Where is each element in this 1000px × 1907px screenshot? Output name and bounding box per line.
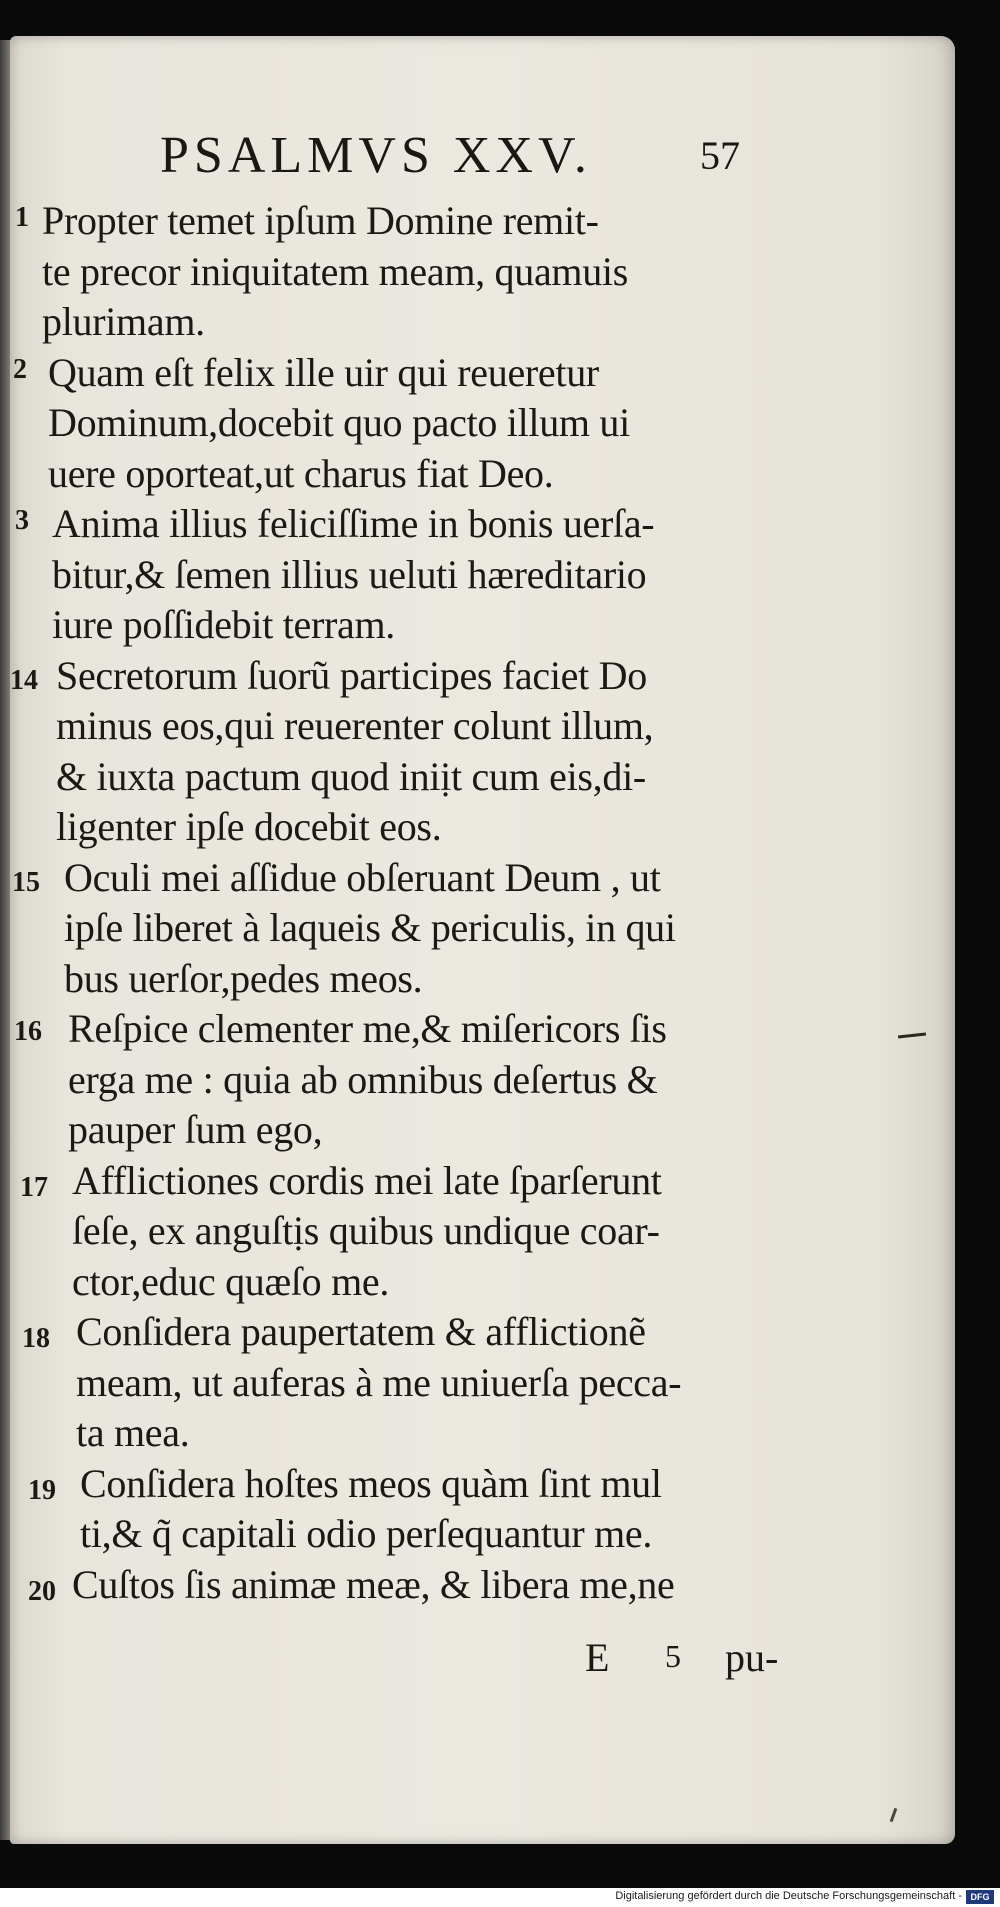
verse xyxy=(10,1560,810,1611)
dfg-logo-icon: DFG xyxy=(966,1890,994,1904)
text-line: & iuxta pactum quod iniịt cum eis,di- xyxy=(56,753,646,799)
text-line: bus uerſor,pedes meos. xyxy=(64,955,423,1001)
text-line: ſeſe, ex anguſtịs quibus undique coar- xyxy=(72,1208,660,1253)
verse-number: 16 xyxy=(14,1016,42,1047)
text-line: uere oporteat,ut charus fiat Deo. xyxy=(48,450,554,496)
verse xyxy=(10,1156,810,1308)
text-line: ipſe liberet à laqueis & periculis, in qui xyxy=(64,905,676,950)
book-page xyxy=(10,36,955,1844)
text-line: Dominum,docebit quo pacto illum ui xyxy=(48,400,630,445)
text-line: Afflictiones cordis mei late ſparſerunt xyxy=(72,1157,662,1203)
text-line: te precor iniquitatem meam, quamuis xyxy=(42,248,628,294)
verse-number: 18 xyxy=(22,1323,50,1354)
verse xyxy=(10,499,810,651)
text-line: ta mea. xyxy=(76,1410,190,1455)
verse xyxy=(10,1004,810,1156)
verse-number: 14 xyxy=(10,664,38,696)
signature-number: 5 xyxy=(665,1638,681,1674)
verse xyxy=(10,651,810,853)
text-line: meam, ut auferas à me uniuerſa pecca- xyxy=(76,1359,682,1405)
verse-number: 17 xyxy=(20,1171,48,1203)
margin-mark xyxy=(898,1033,926,1039)
text-line: Cuſtos ſis animæ meæ, & libera me,ne xyxy=(72,1561,675,1607)
verse xyxy=(10,348,810,500)
text-line: Quam eſt felix ille uir qui reueretur xyxy=(48,349,599,395)
text-line: Secretorum ſuorũ participes faciet Do xyxy=(56,652,647,698)
verse xyxy=(10,1459,810,1560)
page-number: 57 xyxy=(700,133,740,178)
signature-letter: E xyxy=(585,1635,610,1680)
credit-text: Digitalisierung gefördert durch die Deutsche Forschungsgemeinschaft - xyxy=(615,1890,962,1902)
text-line: Reſpice clementer me,& miſericors ſis xyxy=(68,1006,667,1051)
text-line: Conſidera paupertatem & afflictionẽ xyxy=(76,1309,646,1354)
verse-number: 1 xyxy=(15,202,29,233)
text-line: ctor,educ quæſo me. xyxy=(72,1258,390,1304)
text-line: iure poſſidebit terram. xyxy=(52,602,395,647)
text-line: Oculi mei aſſidue obſeruant Deum , ut xyxy=(64,854,661,900)
text-line: ligenter ipſe docebit eos. xyxy=(56,804,442,849)
verse-number: 3 xyxy=(15,505,29,536)
text-line: plurimam. xyxy=(42,299,205,344)
catchword: pu- xyxy=(725,1635,779,1680)
verse xyxy=(10,853,810,1005)
text-line: ti,& q̃ capitali odio perſequantur me. xyxy=(80,1511,653,1556)
running-head: PSALMVS XXV. xyxy=(160,127,592,184)
verse-number: 15 xyxy=(12,866,40,898)
ink-tick-mark xyxy=(890,1808,898,1822)
verse-number: 19 xyxy=(28,1474,56,1506)
verse xyxy=(10,1307,810,1459)
credit-bar xyxy=(0,1888,1000,1907)
text-line: Conſidera hoſtes meos quàm ſint mul xyxy=(80,1460,662,1506)
text-line: erga me : quia ab omnibus deſertus & xyxy=(68,1056,658,1102)
verse-number: 2 xyxy=(13,353,27,385)
text-line: pauper ſum ego, xyxy=(68,1107,323,1152)
text-line: Propter temet ipſum Domine remit- xyxy=(42,198,599,243)
text-line: bitur,& ſemen illius ueluti hæreditario xyxy=(52,551,647,597)
psalm-text xyxy=(10,196,810,1610)
text-line: minus eos,qui reuerenter colunt illum, xyxy=(56,703,654,748)
verse-number: 20 xyxy=(28,1575,56,1607)
verse xyxy=(10,196,810,348)
text-line: Anima illius feliciſſime in bonis uerſa- xyxy=(52,501,655,546)
